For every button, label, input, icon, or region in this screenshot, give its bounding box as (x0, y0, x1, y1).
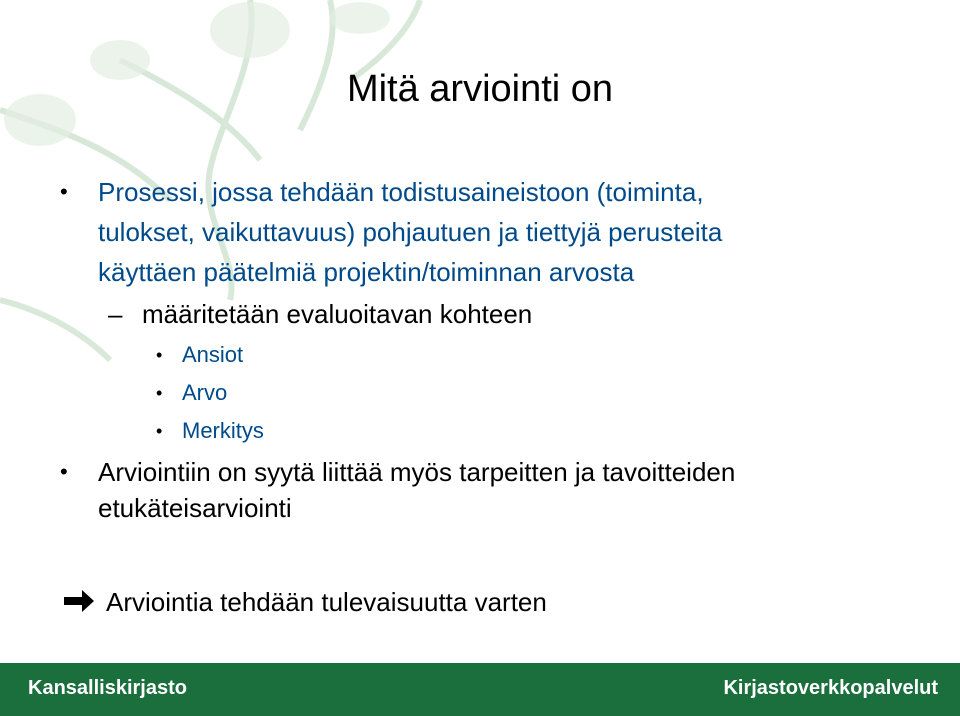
dash-text: määritetään evaluoitavan kohteen (142, 299, 533, 329)
bullet-line: Arviointiin on syytä liittää myös tarpeitten ja tavoitteiden (98, 457, 736, 487)
dash-mark: – (108, 299, 123, 329)
footer-logo-left: Kansalliskirjasto (28, 677, 187, 699)
sub-item-arvo (156, 374, 228, 412)
sub-item-merkitys (156, 412, 264, 450)
arrow-item (62, 584, 547, 620)
bullet-line: etukäteisarviointi (98, 493, 292, 523)
bullet-item-2 (62, 454, 735, 526)
arrow-item-text: Arviointia tehdään tulevaisuutta varten (106, 587, 547, 617)
sub-item-label: Ansiot (182, 342, 244, 367)
sub-bullet-glyph: • (156, 421, 163, 441)
sub-item-ansiot (156, 336, 244, 374)
bullet-glyph: • (60, 459, 68, 484)
bullet-line: tulokset, vaikuttavuus) pohjautuen ja tiettyjä perusteita (98, 217, 723, 247)
bullet-line: Prosessi, jossa tehdään todistusaineistoon (toiminta, (98, 177, 704, 207)
bullet-line: käyttäen päätelmiä projektin/toiminnan arvosta (98, 257, 635, 287)
right-arrow-icon (62, 588, 96, 614)
sub-bullet-glyph: • (156, 345, 163, 365)
footer-bar (0, 663, 960, 716)
footer-logo-right: Kirjastoverkkopalvelut (723, 677, 938, 699)
bullet-glyph: • (60, 179, 68, 204)
sub-item-label: Merkitys (182, 418, 264, 443)
bullet-item-1 (62, 172, 722, 292)
dash-item (108, 296, 532, 332)
slide-title: Mitä arviointi on (346, 68, 614, 110)
sub-item-label: Arvo (182, 380, 228, 405)
sub-bullet-glyph: • (156, 383, 163, 403)
